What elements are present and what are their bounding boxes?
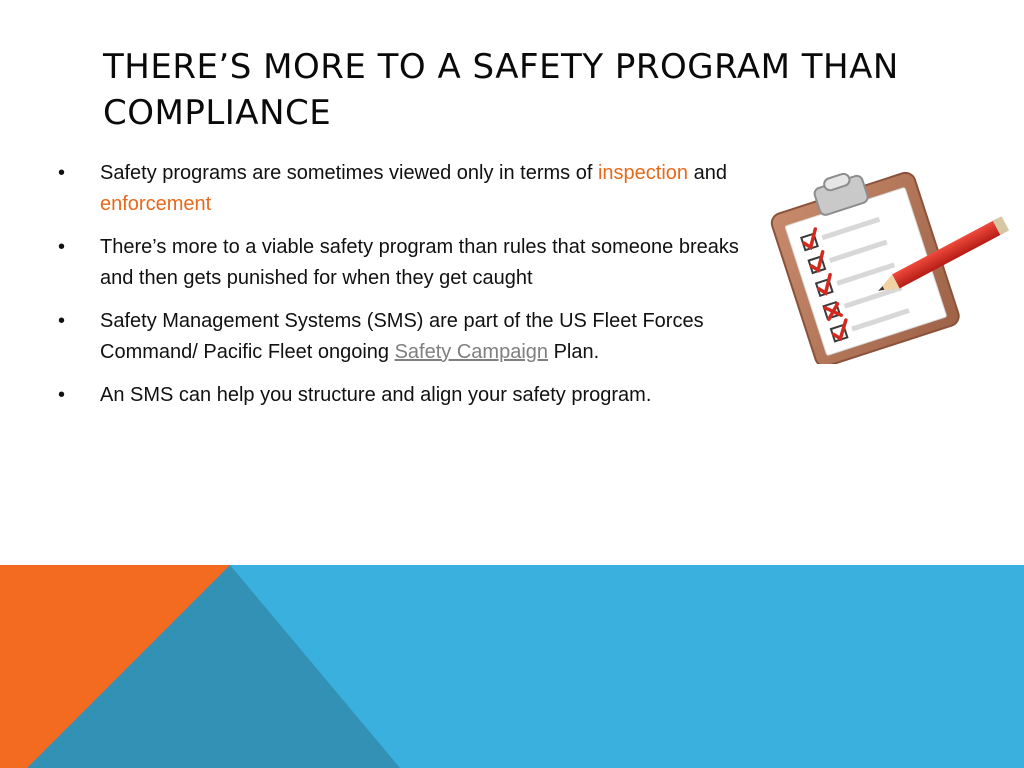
- bullet-item: [58, 158, 758, 220]
- footer-decoration: [0, 565, 1024, 768]
- bullet-marker: •: [58, 162, 66, 184]
- safety-campaign-link[interactable]: Safety Campaign: [394, 341, 549, 363]
- highlighted-term: enforcement: [100, 193, 212, 215]
- bullet-list: [58, 158, 758, 423]
- bullet-marker: •: [58, 310, 66, 332]
- bullet-item: [58, 306, 758, 368]
- clipboard-checklist-with-pencil-icon: [760, 168, 1022, 364]
- bullet-text: Safety Management Systems (SMS) are part of the US Fleet Forces Command/ Pacific Fleet ongoing: [100, 310, 704, 363]
- bullet-text: Plan.: [548, 341, 600, 363]
- bullet-item: [58, 380, 758, 411]
- bullet-text: and: [688, 162, 727, 184]
- bullet-marker: •: [58, 236, 66, 258]
- bullet-marker: •: [58, 384, 66, 406]
- bullet-text: An SMS can help you structure and align your safety program.: [100, 384, 652, 406]
- bullet-item: [58, 232, 758, 294]
- highlighted-term: inspection: [597, 162, 689, 184]
- slide-title: THERE’S MORE TO A SAFETY PROGRAM THAN COMPLIANCE: [103, 47, 899, 133]
- bullet-text: There’s more to a viable safety program than rules that someone breaks and then gets punished for when they get caught: [100, 236, 739, 289]
- bullet-text: Safety programs are sometimes viewed only in terms of: [100, 162, 598, 184]
